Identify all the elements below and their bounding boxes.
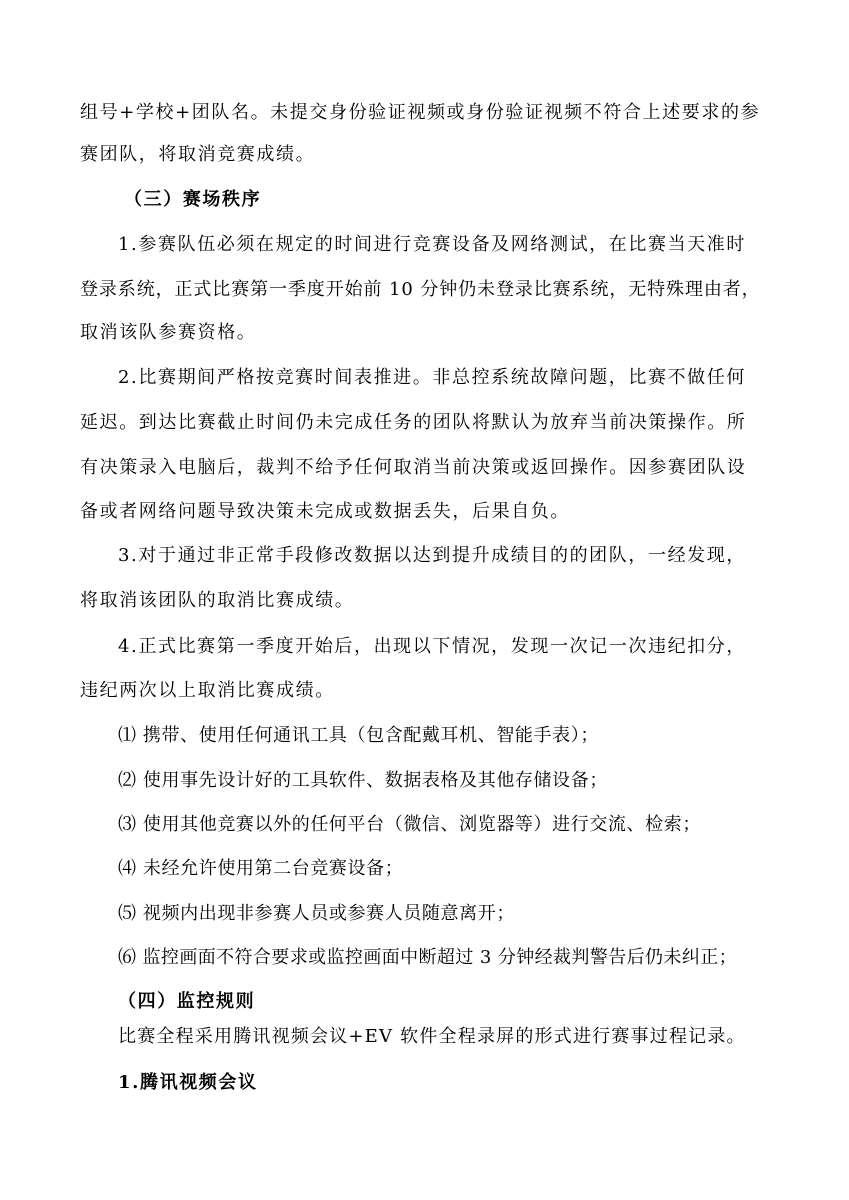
- paragraph-line: 1.参赛队伍必须在规定的时间进行竞赛设备及网络测试，在比赛当天准时: [118, 234, 746, 255]
- list-item: ⑸ 视频内出现非参赛人员或参赛人员随意离开；: [118, 903, 515, 924]
- section-heading: （四）监控规则: [118, 991, 256, 1012]
- paragraph-line: 违纪两次以上取消比赛成绩。: [80, 680, 335, 701]
- list-item: ⑶ 使用其他竞赛以外的任何平台（微信、浏览器等）进行交流、检索；: [118, 814, 701, 835]
- paragraph-line: 比赛全程采用腾讯视频会议+EV 软件全程录屏的形式进行赛事过程记录。: [118, 1026, 746, 1047]
- paragraph-line: 登录系统，正式比赛第一季度开始前 10 分钟仍未登录比赛系统，无特殊理由者，: [80, 279, 761, 300]
- paragraph-line: 4.正式比赛第一季度开始后，出现以下情况，发现一次记一次违纪扣分，: [118, 636, 746, 657]
- list-item: ⑷ 未经允许使用第二台竞赛设备；: [118, 858, 404, 879]
- paragraph-line: 赛团队，将取消竞赛成绩。: [80, 144, 316, 165]
- paragraph-line: 2.比赛期间严格按竞赛时间表推进。非总控系统故障问题，比赛不做任何: [118, 367, 746, 388]
- subsection-heading: 1.腾讯视频会议: [118, 1072, 258, 1093]
- paragraph-line: 将取消该团队的取消比赛成绩。: [80, 590, 355, 611]
- paragraph-line: 取消该队参赛资格。: [80, 322, 257, 343]
- paragraph-line: 3.对于通过非正常手段修改数据以达到提升成绩目的的团队，一经发现，: [118, 545, 746, 566]
- list-item: ⑴ 携带、使用任何通讯工具（包含配戴耳机、智能手表）；: [118, 725, 599, 746]
- paragraph-line: 延迟。到达比赛截止时间仍未完成任务的团队将默认为放弃当前决策操作。所: [80, 412, 747, 433]
- section-heading: （三）赛场秩序: [124, 189, 262, 210]
- paragraph-line: 有决策录入电脑后，裁判不给予任何取消当前决策或返回操作。因参赛团队设: [80, 457, 747, 478]
- list-item: ⑵ 使用事先设计好的工具软件、数据表格及其他存储设备；: [118, 770, 608, 791]
- paragraph-line: 组号+学校+团队名。未提交身份验证视频或身份验证视频不符合上述要求的参: [80, 102, 761, 123]
- paragraph-line: 备或者网络问题导致决策未完成或数据丢失，后果自负。: [80, 501, 570, 522]
- list-item: ⑹ 监控画面不符合要求或监控画面中断超过 3 分钟经裁判警告后仍未纠正；: [118, 947, 738, 968]
